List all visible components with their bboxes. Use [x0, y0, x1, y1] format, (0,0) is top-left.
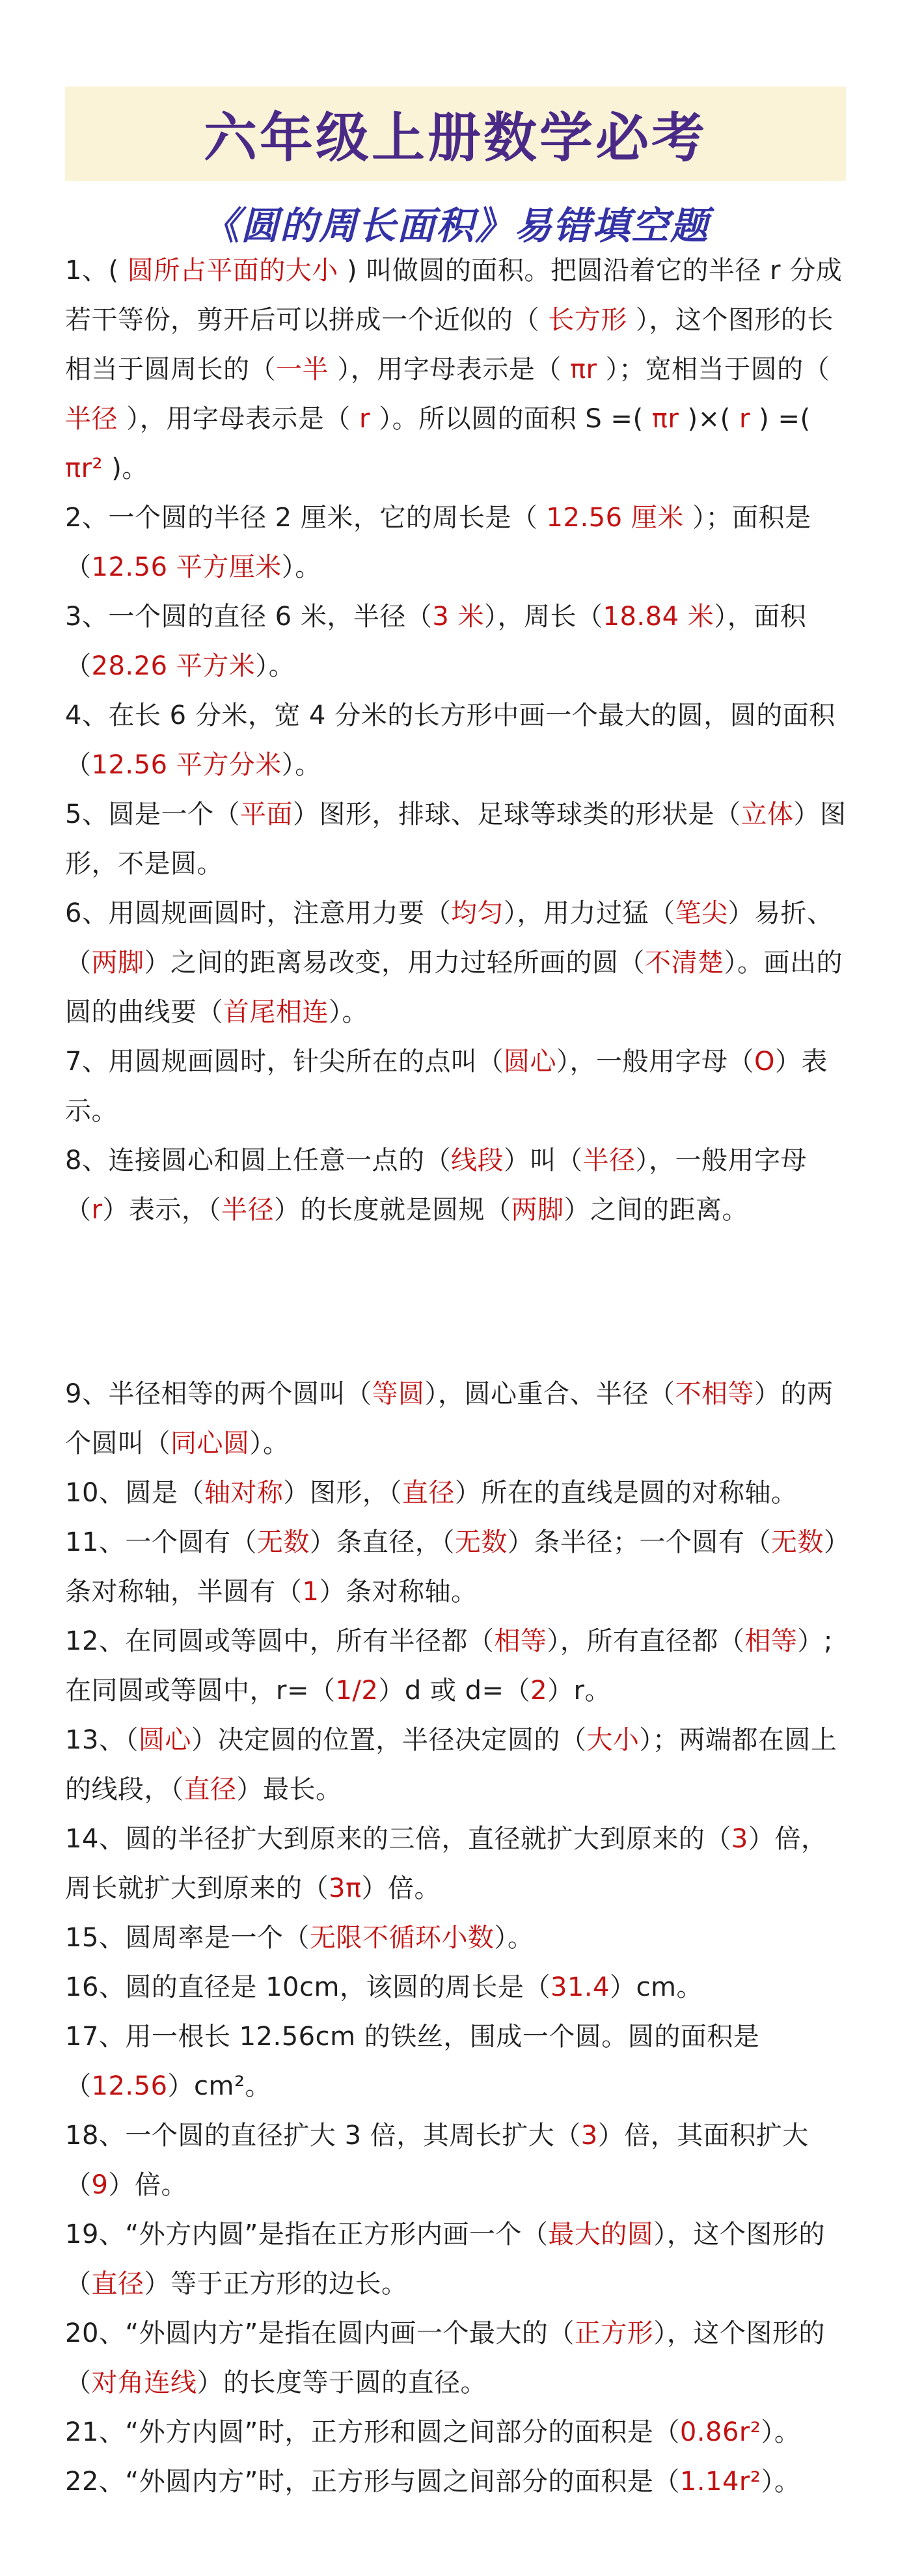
question-text: ）。: [255, 651, 295, 681]
answer-text: 12.56 平方厘米: [91, 552, 282, 582]
answer-text: 相等: [494, 1626, 547, 1656]
question-text: ）r。: [547, 1676, 611, 1706]
question-item: [65, 1913, 852, 1963]
page-title: 六年级上册数学必考: [203, 107, 707, 169]
answer-text: 12.56 平方分米: [91, 750, 282, 780]
question-text: ）所在的直线是圆的对称轴。: [454, 1478, 798, 1508]
question-text: ）表示。: [65, 1047, 828, 1126]
question-text: ）条对称轴。: [319, 1577, 478, 1607]
question-text: ）。: [281, 552, 321, 582]
question-text: ）；面积是（: [65, 503, 811, 582]
question-text: ）倍。: [108, 2170, 187, 2200]
answer-text: 12.56: [91, 2071, 168, 2101]
question-text: ）条对称轴，半圆有（: [65, 1527, 850, 1607]
answer-text: 18.84 米: [603, 602, 714, 632]
answer-text: 无数: [454, 1527, 508, 1557]
question-list-part-2: [65, 1369, 852, 2506]
question-text: 13、（: [65, 1725, 139, 1755]
question-item: [65, 1963, 852, 2012]
answer-text: 对角连线: [91, 2368, 197, 2398]
question-item: [65, 691, 852, 790]
question-item: [65, 592, 852, 691]
question-text: ）。: [761, 2467, 801, 2497]
answer-text: 直径: [184, 1775, 237, 1805]
answer-text: 长方形: [548, 305, 627, 335]
answer-text: 半径: [582, 1146, 636, 1175]
answer-text: r: [91, 1195, 103, 1225]
answer-text: 9: [91, 2170, 109, 2200]
answer-text: r: [359, 404, 370, 434]
question-text: 14、圆的半径扩大到原来的三倍，直径就扩大到原来的（: [65, 1824, 731, 1854]
question-list-part-1: [65, 246, 852, 1235]
question-text: ）表示，（: [102, 1195, 221, 1225]
question-text: ）倍，周长就扩大到原来的（: [65, 1824, 828, 1903]
answer-text: 无数: [256, 1527, 310, 1557]
question-item: [65, 1715, 852, 1814]
answer-text: 无限不循环小数: [309, 1923, 495, 1953]
answer-text: 首尾相连: [223, 997, 329, 1027]
question-item: [65, 2012, 852, 2111]
question-item: [65, 493, 852, 592]
question-text: ）易折、（: [65, 898, 834, 978]
question-text: ）。: [281, 750, 321, 780]
answer-text: πr²: [65, 453, 103, 483]
question-item: [65, 1468, 852, 1518]
answer-text: 31.4: [550, 1972, 610, 2002]
answer-text: 1.14r²: [679, 2467, 761, 2497]
question-text: 5、圆是一个（: [65, 799, 240, 829]
question-text: ），圆心重合、半径（: [424, 1379, 675, 1409]
question-text: ），一般用字母（: [556, 1047, 754, 1077]
question-item: [65, 2309, 852, 2408]
answer-text: 笔尖: [675, 898, 728, 928]
question-text: 21、“外方内圆”时，正方形和圆之间部分的面积是（: [65, 2417, 680, 2447]
question-text: ），用字母表示是（: [118, 404, 359, 434]
answer-text: 1/2: [335, 1676, 379, 1706]
question-text: ），面积（: [65, 602, 807, 681]
question-item: [65, 1136, 852, 1235]
answer-text: 半径: [221, 1195, 274, 1225]
question-item: [65, 2210, 852, 2309]
question-item: [65, 1037, 852, 1136]
question-text: ）的两个圆叫（: [65, 1379, 834, 1458]
question-text: 19、“外方内圆”是指在正方形内画一个（: [65, 2220, 549, 2249]
question-text: ）。: [249, 1429, 290, 1458]
answer-text: 两脚: [91, 948, 144, 978]
question-item: [65, 2408, 852, 2457]
question-text: 22、“外圆内方”时，正方形与圆之间部分的面积是（: [65, 2467, 680, 2497]
question-text: ）之间的距离。: [564, 1195, 748, 1225]
answer-text: O: [754, 1047, 775, 1077]
question-text: ）图形，排球、足球等球类的形状是（: [292, 799, 741, 829]
question-text: ）图形，不是圆。: [65, 799, 847, 879]
question-text: 3、一个圆的直径 6 米，半径（: [65, 602, 433, 632]
question-text: ）cm²。: [167, 2071, 272, 2101]
question-text: ) 叫做圆的面积。把圆沿着它的半径 r 分成若干等份，剪开后可以拼成一个近似的（: [65, 256, 843, 335]
question-text: 8、连接圆心和圆上任意一点的（: [65, 1146, 451, 1175]
answer-text: 均匀: [450, 898, 504, 928]
answer-text: 圆所占平面的大小: [127, 256, 338, 286]
answer-text: 3π: [329, 1873, 362, 1903]
question-text: 17、用一根长 12.56cm 的铁丝，围成一个圆。圆的面积是（: [65, 2022, 760, 2101]
answer-text: 不相等: [675, 1379, 754, 1409]
question-item: [65, 1518, 852, 1617]
question-text: ）决定圆的位置，半径决定圆的（: [191, 1725, 587, 1755]
question-text: ）之间的距离易改变，用力过轻所画的圆（: [144, 948, 645, 978]
page-subtitle: 《圆的周长面积》易错填空题: [201, 204, 709, 248]
title-banner: [65, 87, 846, 181]
answer-text: 一半: [276, 355, 329, 384]
question-text: ）等于正方形的边长。: [144, 2269, 408, 2299]
question-text: ）；宽相当于圆的（: [597, 355, 830, 384]
question-text: ）的长度等于圆的直径。: [197, 2368, 487, 2398]
answer-text: 3: [731, 1824, 748, 1854]
question-item: [65, 889, 852, 1037]
question-item: [65, 1814, 852, 1913]
question-text: ）条半径；一个圆有（: [507, 1527, 771, 1557]
answer-text: 半径: [65, 404, 118, 434]
answer-text: 两脚: [511, 1195, 564, 1225]
question-text: ）。: [329, 997, 368, 1027]
answer-text: 正方形: [574, 2318, 654, 2348]
question-text: 18、一个圆的直径扩大 3 倍，其周长扩大（: [65, 2121, 581, 2151]
question-text: 16、圆的直径是 10cm，该圆的周长是（: [65, 1972, 551, 2002]
question-text: 1、(: [65, 256, 128, 286]
question-text: )×(: [679, 404, 739, 434]
answer-text: 等圆: [372, 1379, 425, 1409]
question-text: 2、一个圆的半径 2 厘米，它的周长是（: [65, 503, 547, 533]
question-text: ）。画出的圆的曲线要（: [65, 948, 843, 1027]
question-text: 6、用圆规画圆时，注意用力要（: [65, 898, 451, 928]
question-text: ），这个图形的（: [65, 2220, 825, 2299]
answer-text: 圆心: [138, 1725, 191, 1755]
question-text: ）。: [761, 2417, 801, 2447]
answer-text: 28.26 平方米: [91, 651, 256, 681]
answer-text: 2: [530, 1676, 548, 1706]
question-text: ）倍，其面积扩大（: [65, 2121, 809, 2200]
question-text: ）的长度就是圆规（: [273, 1195, 511, 1225]
answer-text: 直径: [401, 1478, 455, 1508]
answer-text: πr: [569, 355, 597, 384]
question-text: ），用力过猛（: [503, 898, 675, 928]
answer-text: 1: [302, 1577, 320, 1607]
question-text: 20、“外圆内方”是指在圆内画一个最大的（: [65, 2318, 575, 2348]
answer-text: 最大的圆: [548, 2220, 654, 2249]
question-text: ），一般用字母（: [65, 1146, 807, 1225]
question-text: ）。: [494, 1923, 534, 1953]
question-text: 12、在同圆或等圆中，所有半径都（: [65, 1626, 495, 1656]
question-text: 7、用圆规画圆时，针尖所在的点叫（: [65, 1047, 504, 1077]
answer-text: 直径: [91, 2269, 144, 2299]
question-text: ），所有直径都（: [547, 1626, 745, 1656]
question-text: )。: [103, 453, 148, 483]
question-item: [65, 2111, 852, 2210]
question-text: 11、一个圆有（: [65, 1527, 257, 1557]
question-item: [65, 790, 852, 889]
question-text: 9、半径相等的两个圆叫（: [65, 1379, 372, 1409]
question-text: 15、圆周率是一个（: [65, 1923, 310, 1953]
question-text: ）条直径，（: [309, 1527, 455, 1557]
question-item: [65, 1617, 852, 1715]
question-text: ）cm。: [610, 1972, 703, 2002]
answer-text: 不清楚: [645, 948, 724, 978]
question-text: ）叫（: [503, 1146, 583, 1175]
answer-text: 3: [580, 2121, 598, 2151]
question-text: ），这个图形的（: [65, 2318, 825, 2398]
question-item: [65, 2457, 852, 2506]
question-text: ) =(: [750, 404, 811, 434]
question-text: ），周长（: [484, 602, 603, 632]
question-text: ）最长。: [236, 1775, 342, 1805]
question-text: ）倍。: [361, 1873, 441, 1903]
answer-text: r: [739, 404, 750, 434]
question-text: ）d 或 d=（: [378, 1676, 531, 1706]
answer-text: 3 米: [432, 602, 484, 632]
answer-text: 无数: [770, 1527, 824, 1557]
question-item: [65, 1369, 852, 1468]
answer-text: 轴对称: [204, 1478, 284, 1508]
question-text: ）图形，（: [283, 1478, 402, 1508]
question-text: ）;在同圆或等圆中，r=（: [65, 1626, 833, 1706]
answer-text: 圆心: [503, 1047, 556, 1077]
answer-text: 0.86r²: [679, 2417, 761, 2447]
answer-text: πr: [651, 404, 679, 434]
answer-text: 平面: [239, 799, 293, 829]
question-text: ）。所以圆的面积 S =(: [370, 404, 652, 434]
answer-text: 同心圆: [170, 1429, 250, 1458]
question-item: [65, 246, 852, 493]
answer-text: 线段: [450, 1146, 504, 1175]
question-text: ），这个图形的长相当于圆周长的（: [65, 305, 834, 384]
answer-text: 大小: [586, 1725, 640, 1755]
question-text: 10、圆是（: [65, 1478, 204, 1508]
answer-text: 立体: [741, 799, 794, 829]
question-text: 4、在长 6 分米，宽 4 分米的长方形中画一个最大的圆，圆的面积（: [65, 701, 836, 780]
answer-text: 相等: [744, 1626, 798, 1656]
question-text: ）；两端都在圆上的线段，（: [65, 1725, 837, 1805]
answer-text: 12.56 厘米: [546, 503, 684, 533]
question-text: ），用字母表示是（: [329, 355, 570, 384]
